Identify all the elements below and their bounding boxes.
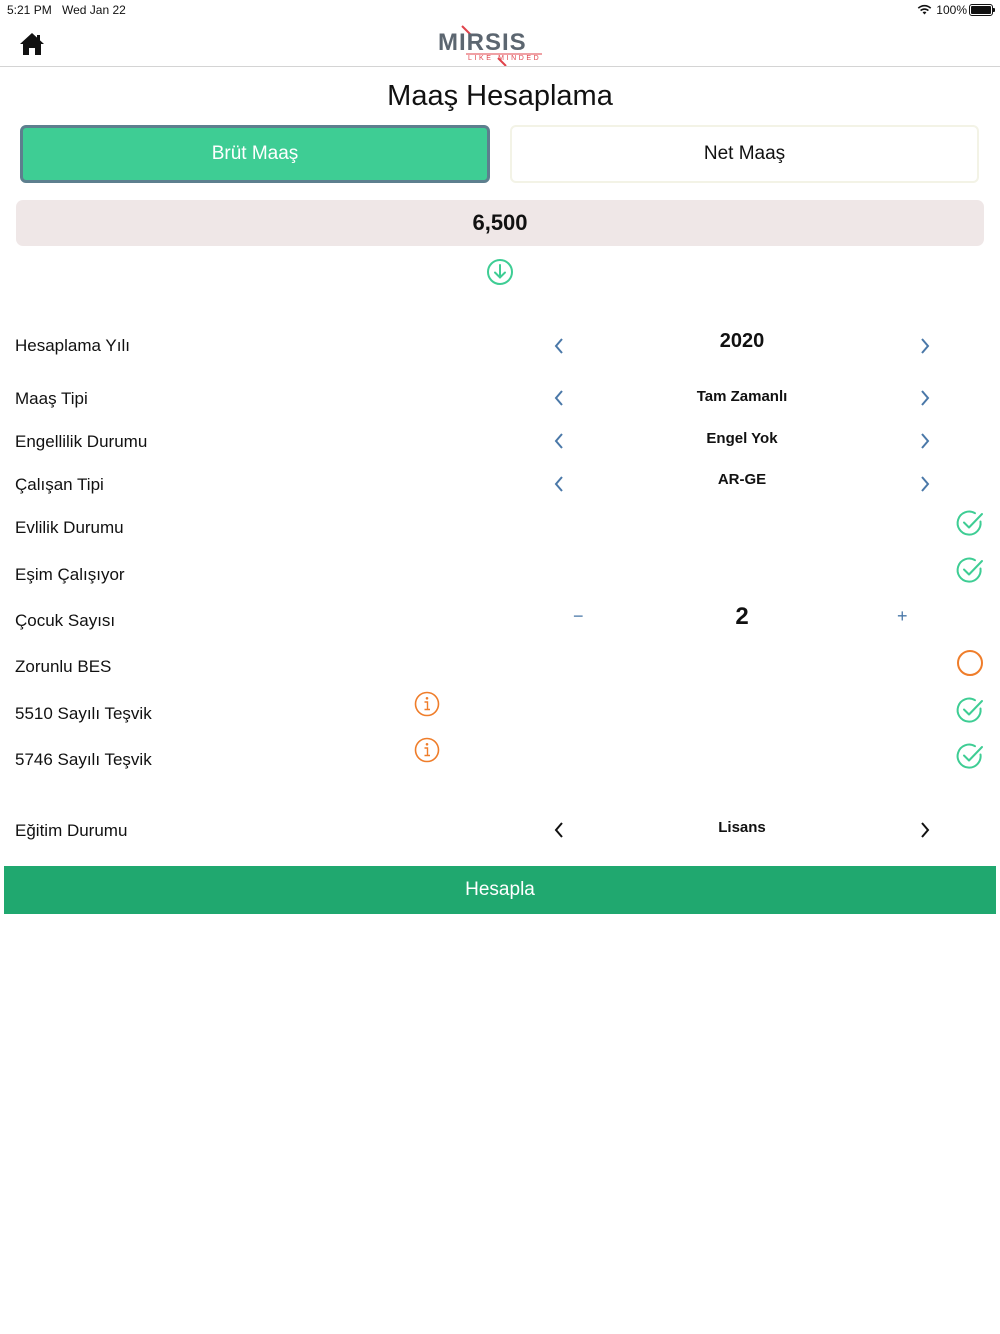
- marital-status-label: Evlilik Durumu: [15, 518, 124, 537]
- navigation-bar: [0, 20, 1000, 67]
- children-count-value: 2: [735, 603, 749, 630]
- battery-percentage: 100%: [936, 3, 967, 17]
- education-next-chevron-icon[interactable]: [918, 820, 932, 840]
- status-bar: [0, 0, 1000, 20]
- page-title: Maaş Hesaplama: [387, 80, 613, 112]
- children-count-label: Çocuk Sayısı: [15, 611, 116, 630]
- year-prev-chevron-icon[interactable]: [552, 336, 566, 356]
- salary-type-value: Tam Zamanlı: [696, 388, 788, 405]
- education-value: Lisans: [718, 819, 766, 836]
- education-prev-chevron-icon[interactable]: [552, 820, 566, 840]
- incentive-5510-label: 5510 Sayılı Teşvik: [15, 704, 152, 723]
- battery-icon: [969, 4, 993, 16]
- incentive-5510-check-icon[interactable]: [955, 695, 985, 725]
- disability-value: Engel Yok: [706, 430, 778, 447]
- year-value: 2020: [719, 330, 765, 352]
- tab-brut-maas[interactable]: Brüt Maaş: [20, 125, 490, 183]
- disability-prev-chevron-icon[interactable]: [552, 431, 566, 451]
- incentive-5746-label: 5746 Sayılı Teşvik: [15, 750, 152, 769]
- salary-type-label: Maaş Tipi: [15, 389, 88, 408]
- spouse-working-label: Eşim Çalışıyor: [15, 565, 125, 584]
- disability-next-chevron-icon[interactable]: [918, 431, 932, 451]
- salary-type-next-chevron-icon[interactable]: [918, 388, 932, 408]
- year-next-chevron-icon[interactable]: [918, 336, 932, 356]
- marital-status-check-icon[interactable]: [955, 508, 985, 538]
- calculate-button[interactable]: Hesapla: [4, 866, 996, 914]
- svg-text:MIRSIS: MIRSIS: [438, 29, 527, 56]
- status-time: 5:21 PM: [7, 3, 52, 17]
- wifi-icon: [917, 4, 932, 15]
- employee-type-prev-chevron-icon[interactable]: [552, 474, 566, 494]
- children-increment-button[interactable]: +: [897, 606, 908, 626]
- svg-text:LIKE MINDED: LIKE MINDED: [468, 55, 542, 62]
- mandatory-bes-label: Zorunlu BES: [15, 657, 112, 676]
- education-label: Eğitim Durumu: [15, 821, 128, 840]
- incentive-5510-info-icon[interactable]: [412, 689, 442, 719]
- employee-type-next-chevron-icon[interactable]: [918, 474, 932, 494]
- children-decrement-button[interactable]: −: [573, 606, 584, 626]
- spouse-working-check-icon[interactable]: [955, 555, 985, 585]
- mirsis-logo: [436, 24, 546, 66]
- incentive-5746-info-icon[interactable]: [412, 735, 442, 765]
- employee-type-label: Çalışan Tipi: [15, 475, 104, 494]
- incentive-5746-check-icon[interactable]: [955, 741, 985, 771]
- mandatory-bes-unchecked-circle-icon[interactable]: [955, 648, 985, 678]
- employee-type-value: AR-GE: [717, 471, 767, 488]
- arrow-down-circle-icon[interactable]: [486, 258, 514, 286]
- salary-type-prev-chevron-icon[interactable]: [552, 388, 566, 408]
- tab-net-maas[interactable]: Net Maaş: [510, 125, 979, 183]
- year-label: Hesaplama Yılı: [15, 336, 130, 355]
- status-date: Wed Jan 22: [62, 3, 126, 17]
- home-icon[interactable]: [19, 32, 45, 56]
- disability-label: Engellilik Durumu: [15, 432, 148, 451]
- salary-amount-input[interactable]: 6,500: [16, 200, 984, 246]
